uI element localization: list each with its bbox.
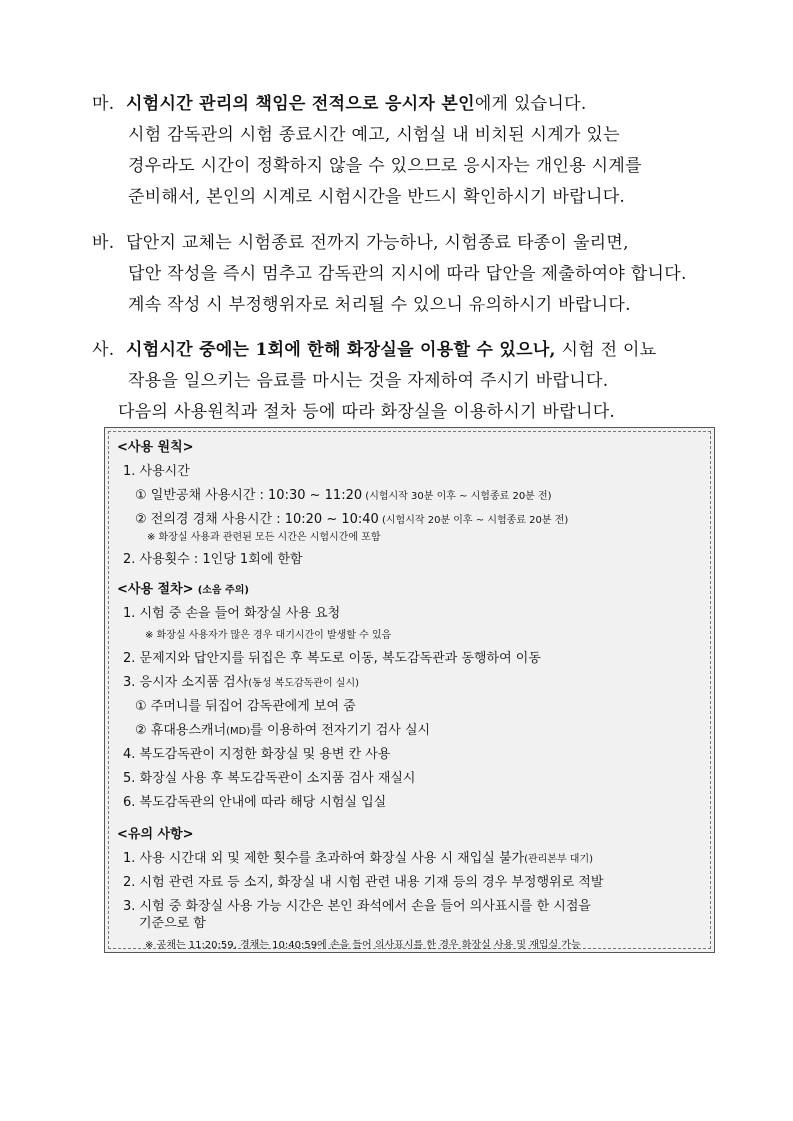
procedure-step-2: 2. 문제지와 답안지를 뒤집은 후 복도로 이동, 복도감독관과 동행하여 이동 <box>123 651 541 666</box>
notes-item-3-remark: ※ 공채는 11:20:59, 경채는 10:40:59에 손을 들어 의사표시를 한 경우 화장실 사용 및 재입실 가능 <box>145 940 581 951</box>
item-sa-marker: 사. <box>92 340 115 360</box>
procedure-step-3-sub-2-md: (MD) <box>226 726 251 737</box>
notes-item-2: 2. 시험 관련 자료 등 소지, 화장실 내 시험 관련 내용 기재 등의 경우 부정행위로 적발 <box>123 875 604 890</box>
item-ba-line-1: 답안 작성을 즉시 멈추고 감독관의 지시에 따라 답안을 제출하여야 합니다. <box>128 264 687 284</box>
notes-item-1-main: 1. 사용 시간대 외 및 제한 횟수를 초과하여 화장실 사용 시 재입실 불가 <box>123 851 525 866</box>
principles-sub-2-main: ② 전의경 경채 사용시간 : 10:20 ~ 10:40 <box>135 512 379 527</box>
item-ba-marker: 바. <box>92 233 115 253</box>
item-sa-heading <box>92 335 732 366</box>
item-ma-line-2: 경우라도 시간이 정확하지 않을 수 있으므로 응시자는 개인용 시계를 <box>128 156 642 176</box>
procedure-step-5: 5. 화장실 사용 후 복도감독관이 소지품 검사 재실시 <box>123 771 416 786</box>
notes-item-3-line-1: 3. 시험 중 화장실 사용 가능 시간은 본인 좌석에서 손을 들어 의사표시를 한 시점을 <box>123 899 591 914</box>
item-sa-line-3: 다음의 사용원칙과 절차 등에 따라 화장실을 이용하시기 바랍니다. <box>118 402 616 422</box>
item-ba-first: 답안지 교체는 시험종료 전까지 가능하나, 시험종료 타종이 울리면, <box>126 233 629 253</box>
principles-item-2: 2. 사용횟수 : 1인당 1회에 한함 <box>123 552 303 567</box>
notes-item-1 <box>123 847 593 866</box>
procedure-step-1: 1. 시험 중 손을 들어 화장실 사용 요청 <box>123 606 341 621</box>
procedure-step-1-remark: ※ 화장실 사용자가 많은 경우 대기시간이 발생할 수 있음 <box>145 630 392 641</box>
item-sa-bold: 시험시간 중에는 1회에 한해 화장실을 이용할 수 있으나, <box>126 340 556 360</box>
procedure-step-3 <box>123 671 359 690</box>
principles-sub-1-note: (시험시작 30분 이후 ~ 시험종료 20분 전) <box>362 491 552 502</box>
item-sa-rest: 시험 전 이뇨 <box>555 340 657 360</box>
procedure-step-6: 6. 복도감독관의 안내에 따라 해당 시험실 입실 <box>123 795 387 810</box>
item-ma-heading <box>92 89 732 120</box>
notes-item-1-tail: (관리본부 대기) <box>524 854 594 865</box>
notes-item-3-line-2: 기준으로 함 <box>139 916 206 931</box>
item-ma-line-3: 준비해서, 본인의 시계로 시험시간을 반드시 확인하시기 바랍니다. <box>128 187 626 207</box>
principles-sub-2-remark: ※ 화장실 사용과 관련된 모든 시간은 시험시간에 포함 <box>147 532 381 543</box>
restroom-rules-box <box>104 427 715 953</box>
principles-sub-2 <box>135 508 568 527</box>
item-ma-bold: 시험시간 관리의 책임은 전적으로 응시자 본인 <box>126 94 475 114</box>
item-ba <box>92 228 732 321</box>
procedure-title-note: (소음 주의) <box>197 585 249 596</box>
item-sa-line-2: 작용을 일으키는 음료를 마시는 것을 자제하여 주시기 바랍니다. <box>128 371 609 391</box>
principles-sub-1 <box>135 484 552 503</box>
item-ma-line-1: 시험 감독관의 시험 종료시간 예고, 시험실 내 비치된 시계가 있는 <box>128 125 620 145</box>
item-ma <box>92 89 732 213</box>
item-ma-marker: 마. <box>92 94 115 114</box>
procedure-title: <사용 절차> <box>117 582 194 597</box>
procedure-step-3-sub-1: ① 주머니를 뒤집어 감독관에게 보여 줌 <box>135 699 356 714</box>
procedure-step-3-sub-2 <box>135 719 430 738</box>
item-ba-heading <box>92 228 732 259</box>
procedure-title-row <box>117 578 249 597</box>
procedure-step-3-main: 3. 응시자 소지품 검사 <box>123 675 249 690</box>
item-sa <box>92 335 732 428</box>
procedure-step-3-sub-2-b: 를 이용하여 전자기기 검사 실시 <box>250 723 431 738</box>
principles-sub-2-note: (시험시작 20분 이후 ~ 시험종료 20분 전) <box>378 515 569 526</box>
procedure-step-3-note: (동성 복도감독관이 실시) <box>248 678 360 689</box>
notes-title: <유의 사항> <box>117 827 194 842</box>
item-ma-rest: 에게 있습니다. <box>474 94 587 114</box>
principles-sub-1-main: ① 일반공채 사용시간 : 10:30 ~ 11:20 <box>135 488 363 503</box>
item-ba-line-2: 계속 작성 시 부정행위자로 처리될 수 있으니 유의하시기 바랍니다. <box>128 295 631 315</box>
principles-item-1: 1. 사용시간 <box>123 464 190 479</box>
procedure-step-3-sub-2-a: ② 휴대용스캐너 <box>135 723 227 738</box>
procedure-step-4: 4. 복도감독관이 지정한 화장실 및 용변 칸 사용 <box>123 747 391 762</box>
principles-title: <사용 원칙> <box>117 440 194 455</box>
